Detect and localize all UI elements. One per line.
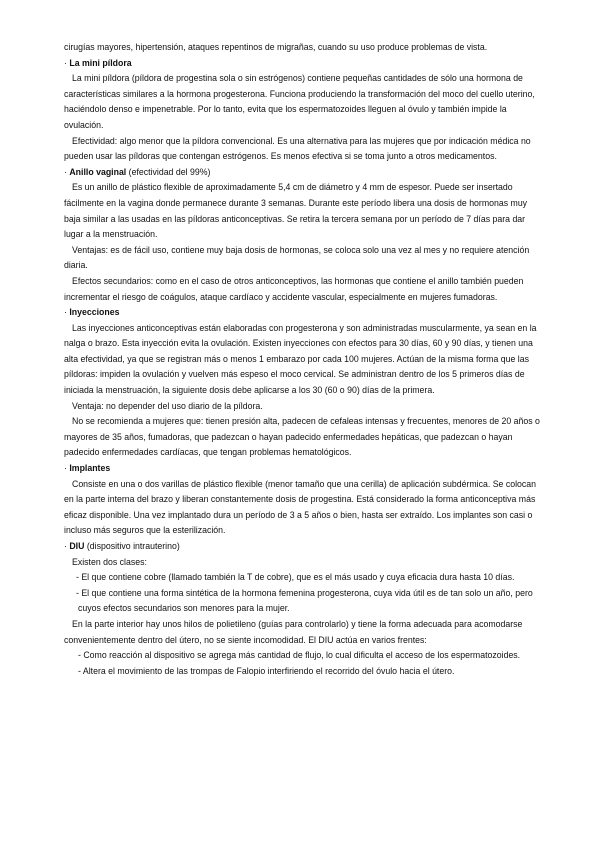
paragraph-anillo-description: Es un anillo de plástico flexible de aproximadamente 5,4 cm de diámetro y 4 mm de espesor. Puede ser insertado fácilmente en la vagina donde permanece durante 3 semanas. Durante este período libera una dosis de hormonas muy baja similar a las usadas en las píldoras anticonceptivas. Se retira la tercera semana por un período de 7 días para dar lugar a la menstruación. — [64, 182, 528, 240]
heading-label: DIU — [69, 541, 85, 551]
heading-label: Anillo vaginal — [69, 166, 127, 177]
list-item-diu-cobre: - El que contiene cobre (llamado también la T de cobre), que es el más usado y cuya eficacia dura hasta 10 días. — [76, 572, 515, 583]
heading-note: (dispositivo intrauterino) — [84, 541, 180, 551]
document-page — [64, 40, 544, 679]
paragraph-mini-pildora-effectiveness: Efectividad: algo menor que la píldora convencional. Es una alternativa para las mujeres que por indicación médica no pueden usar las píldoras que contengan estrógenos. Es menos efectiva si se toma junto a otros medicamentos. — [64, 135, 531, 162]
paragraph-inyecciones-advantage: Ventaja: no depender del uso diario de la píldora. — [72, 400, 263, 411]
paragraph-diu-intro: Existen dos clases: — [72, 556, 147, 567]
heading-label: La mini píldora — [69, 57, 132, 68]
paragraph-anillo-side-effects: Efectos secundarios: como en el caso de otros anticonceptivos, las hormonas que contiene el anillo también pueden incrementar el riesgo de coágulos, ataque cardíaco y accidente vascular, especialmente en mujeres fumadoras. — [64, 275, 524, 302]
paragraph-inyecciones-contraindications: No se recomienda a mujeres que: tienen presión alta, padecen de cefaleas intensas y frecuentes, menores de 20 años o mayores de 35 años, fumadoras, que padezcan o hayan padecido enfermedades hepáticas, que padezcan o hayan padecido enfermedades cardíacas, que tengan problemas hematológicos. — [64, 416, 540, 458]
paragraph-diu-description: En la parte interior hay unos hilos de polietileno (guías para controlarlo) y tiene la forma adecuada para acomodarse convenientemente dentro del útero, no se siente incomodidad. El DIU actúa en varios frentes: — [64, 618, 523, 645]
section-heading-anillo-vaginal: · Anillo vaginal (efectividad del 99%) — [64, 166, 211, 177]
section-heading-inyecciones: · Inyecciones — [64, 307, 120, 318]
paragraph-mini-pildora-description: La mini píldora (píldora de progestina sola o sin estrógenos) contiene pequeñas cantidades de sólo una hormona de características similares a la hormona progesterona. Funciona produciendo la transformación del moco del cuello uterino, haciéndolo denso e impenetrable. Por lo tanto, evita que los espermatozoides lleguen al óvulo y también impide la ovulación. — [64, 73, 535, 130]
paragraph-inyecciones-description: Las inyecciones anticonceptivas están elaboradas con progesterona y son administradas muscularmente, ya sean en la nalga o brazo. Esta inyección evita la ovulación. Existen inyecciones con efectos para 30 días, 60 y 90 días, y tienen una alta efectividad, ya que se registran más o menos 1 embarazo por cada 100 mujeres. Actúan de la misma forma que las píldoras: impiden la ovulación y vuelven más espeso el moco cervical. Se administran dentro de los 5 primeros días de iniciada la menstruación, la siguiente dosis debe aplicarse a los 30 (60 o 90) días de la primera. — [64, 322, 537, 396]
paragraph-implantes-description: Consiste en una o dos varillas de plástico flexible (menor tamaño que una cerilla) de aplicación subdérmica. Se colocan en la parte interna del brazo y liberan constantemente dosis de progestina. Está considerado la forma anticonceptiva más eficaz disponible. Una vez implantado dura un período de 3 a 5 años o bien, hasta ser extraído. Los implantes son casi o incluso más seguros que la esterilización. — [64, 478, 537, 536]
section-heading-diu: · DIU (dispositivo intrauterino) — [64, 541, 180, 551]
section-heading-implantes: · Implantes — [64, 463, 111, 474]
list-item-diu-trompas: - Altera el movimiento de las trompas de Falopio interfiriendo el recorrido del óvulo hacia el útero. — [78, 665, 455, 676]
heading-label: Inyecciones — [69, 307, 120, 318]
list-item-diu-flujo: - Como reacción al dispositivo se agrega más cantidad de flujo, lo cual dificulta el acceso de los espermatozoides. — [78, 650, 521, 661]
list-item-diu-hormonal: - El que contiene una forma sintética de la hormona femenina progesterona, cuya vida útil es de tan solo un año, pero cuyos efectos secundarios son menores para la mujer. — [76, 587, 533, 614]
paragraph-anillo-advantages: Ventajas: es de fácil uso, contiene muy baja dosis de hormonas, se coloca solo una vez al mes y no requiere atención diaria. — [64, 244, 530, 271]
paragraph-intro-continuation: cirugías mayores, hipertensión, ataques repentinos de migrañas, cuando su uso produce problemas de vista. — [64, 42, 488, 52]
heading-note: (efectividad del 99%) — [126, 166, 211, 177]
heading-label: Implantes — [69, 463, 111, 474]
section-heading-mini-pildora: · La mini píldora — [64, 57, 132, 68]
